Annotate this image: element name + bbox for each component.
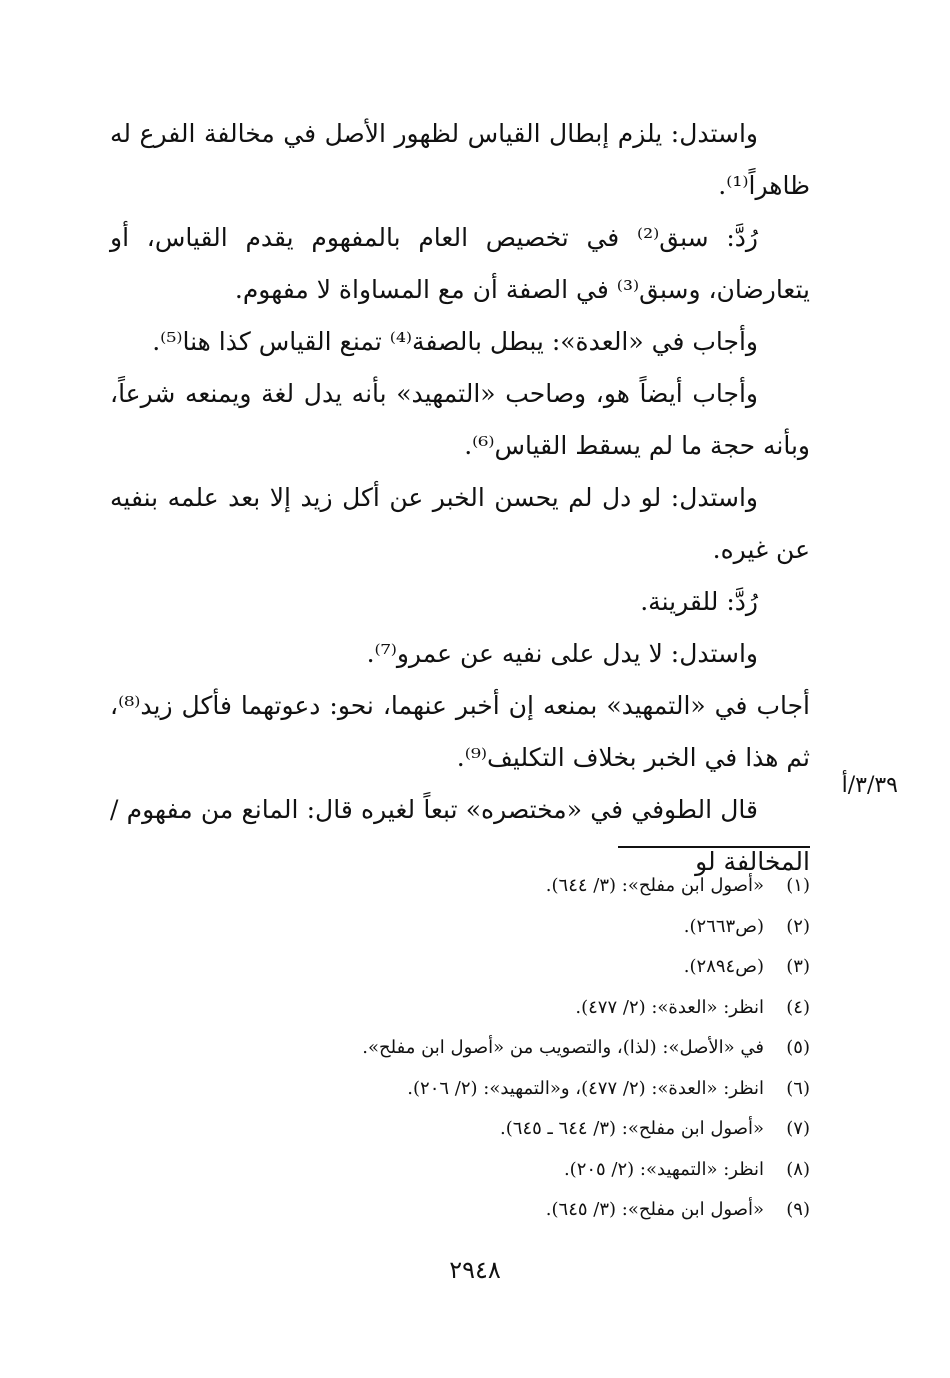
footnote-text: «أصول ابن مفلح»: (٣/ ٦٤٤ ـ ٦٤٥).: [500, 1118, 764, 1139]
footnote-item: [110, 1028, 810, 1069]
footnote-number: (٣): [786, 956, 810, 977]
paragraph: وأجاب في «العدة»: يبطل بالصفة⁽⁴⁾ تمنع القياس كذا هنا⁽⁵⁾.: [152, 327, 758, 356]
footnote-item: [110, 1190, 810, 1231]
footnote-text: انظر: «العدة»: (٢/ ٤٧٧)، و«التمهيد»: (٢/ ٢٠٦).: [407, 1077, 764, 1099]
paragraph: واستدل: يلزم إبطال القياس لظهور الأصل في مخالفة الفرع له ظاهراً⁽¹⁾.: [110, 119, 810, 200]
footnote-number: (٦): [786, 1077, 810, 1099]
footnote-item: [110, 866, 810, 907]
footnote-text: (ص٢٨٩٤).: [683, 956, 764, 977]
footnote-item: [110, 1069, 810, 1110]
footnote-number: (٧): [786, 1118, 810, 1139]
footnotes: [110, 866, 810, 1231]
paragraph: رُدَّ: للقرينة.: [640, 587, 758, 616]
footnote-text: «أصول ابن مفلح»: (٣/ ٦٤٥).: [545, 1199, 764, 1220]
paragraph: قال الطوفي في «مختصره» تبعاً لغيره قال: المانع من مفهوم / المخالفة لو: [110, 795, 810, 876]
footnote-item: [110, 988, 810, 1029]
paragraph: وأجاب أيضاً هو، وصاحب «التمهيد» بأنه يدل لغة ويمنعه شرعاً، وبأنه حجة ما لم يسقط القياس⁽⁶⁾.: [110, 379, 810, 460]
main-text: [110, 108, 810, 888]
paragraph: أجاب في «التمهيد» بمنعه إن أخبر عنهما، نحو: دعوتهما فأكل زيد⁽⁸⁾، ثم هذا في الخبر بخلاف التكليف⁽⁹⁾.: [110, 691, 810, 772]
footnote-number: (٥): [786, 1037, 810, 1058]
footnote-text: «أصول ابن مفلح»: (٣/ ٦٤٤).: [545, 875, 764, 896]
manuscript-folio-reference: ٣/٣٩/أ: [841, 773, 898, 798]
paragraph: واستدل: لو دل لم يحسن الخبر عن أكل زيد إلا بعد علمه بنفيه عن غيره.: [110, 483, 810, 564]
page-number: ٢٩٤٨: [449, 1256, 501, 1284]
paragraph: واستدل: لا يدل على نفيه عن عمرو⁽⁷⁾.: [366, 639, 758, 668]
footnote-number: (٤): [786, 996, 810, 1018]
footnote-item: [110, 1109, 810, 1150]
footnote-item: [110, 1150, 810, 1191]
footnote-number: (٩): [786, 1199, 810, 1220]
footnote-text: انظر: «العدة»: (٢/ ٤٧٧).: [575, 996, 764, 1018]
footnote-item: [110, 947, 810, 988]
footnote-text: (ص٢٦٦٣).: [683, 915, 764, 937]
footnote-text: انظر: «التمهيد»: (٢/ ٢٠٥).: [563, 1158, 764, 1180]
footnote-text: في «الأصل»: (لذا)، والتصويب من «أصول ابن مفلح».: [362, 1037, 764, 1058]
footnote-number: (١): [786, 875, 810, 896]
footnote-number: (٨): [786, 1158, 810, 1180]
footnote-number: (٢): [786, 915, 810, 937]
footnote-separator: [618, 846, 810, 848]
footnote-item: [110, 907, 810, 948]
paragraph: رُدَّ: سبق⁽²⁾ في تخصيص العام بالمفهوم يقدم القياس، أو يتعارضان، وسبق⁽³⁾ في الصفة أن مع المساواة لا مفهوم.: [110, 223, 810, 304]
